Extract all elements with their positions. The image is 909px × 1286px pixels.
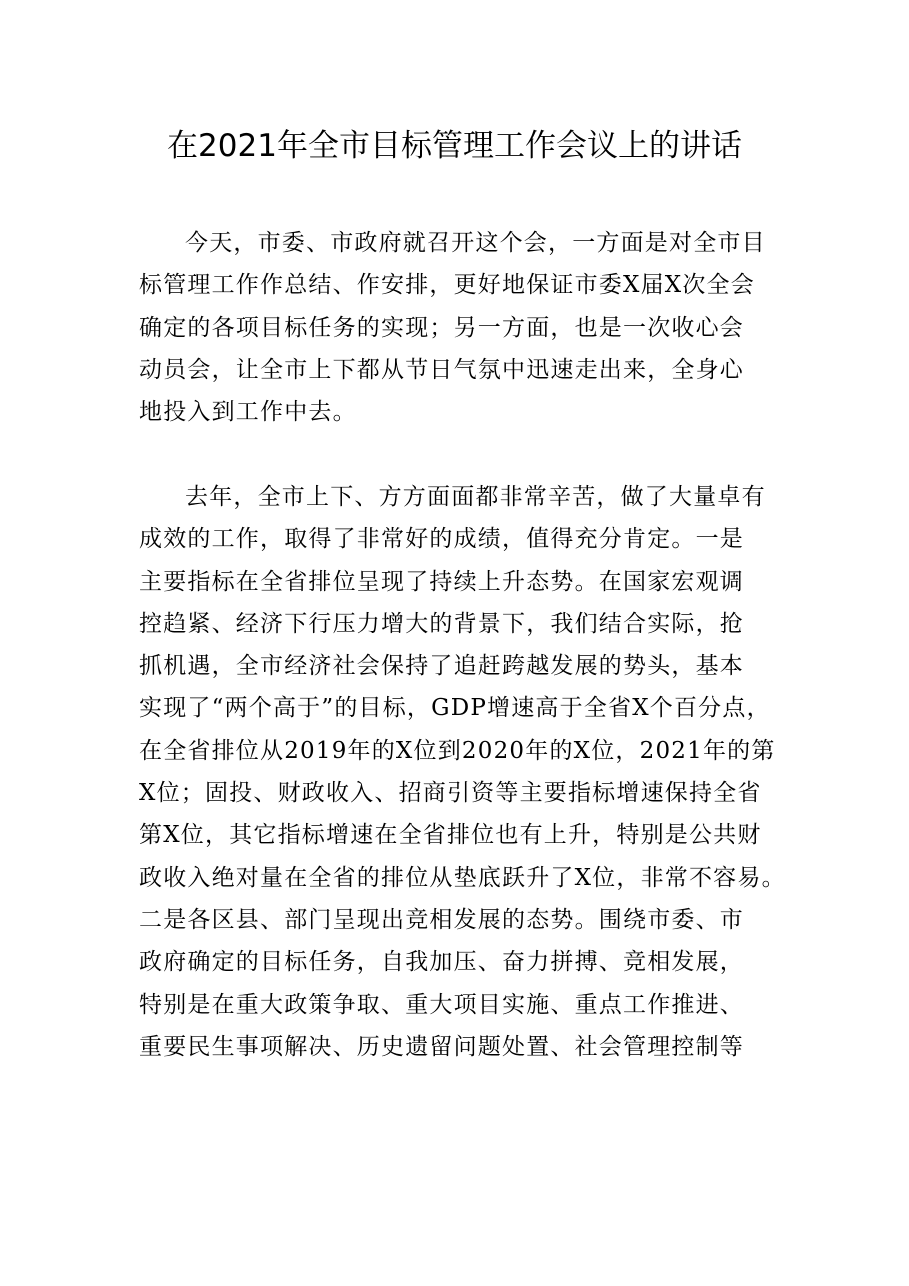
text-line: 抓机遇，全市经济社会保持了追赶跨越发展的势头，基本	[139, 653, 744, 680]
text-line: X位；固投、财政收入、招商引资等主要指标增速保持全省	[139, 780, 762, 807]
text-line: 主要指标在全省排位呈现了持续上升态势。在国家宏观调	[139, 568, 744, 595]
text-line: 成效的工作，取得了非常好的成绩，值得充分肯定。一是	[139, 526, 744, 553]
text-line: 地投入到工作中去。	[139, 399, 357, 426]
text-line: 控趋紧、经济下行压力增大的背景下，我们结合实际，抢	[139, 610, 744, 637]
document-title: 在2021年全市目标管理工作会议上的讲话	[167, 128, 742, 164]
text-line: 第X位，其它指标增速在全省排位也有上升，特别是公共财	[139, 822, 762, 849]
text-line: 去年，全市上下、方方面面都非常辛苦，做了大量卓有	[185, 484, 766, 510]
text-line: 实现了“两个高于”的目标，GDP增速高于全省X个百分点，	[139, 695, 771, 722]
text-line: 动员会，让全市上下都从节日气氛中迅速走出来，全身心	[139, 356, 744, 383]
text-line: 在全省排位从2019年的X位到2020年的X位，2021年的第	[139, 737, 776, 764]
text-line: 二是各区县、部门呈现出竞相发展的态势。围绕市委、市	[139, 906, 744, 933]
paragraph-2	[139, 476, 786, 1068]
text-line: 确定的各项目标任务的实现；另一方面，也是一次收心会	[139, 314, 744, 341]
text-line: 政收入绝对量在全省的排位从垫底跃升了X位，非常不容易。	[139, 864, 786, 891]
paragraph-1	[139, 222, 773, 433]
text-line: 特别是在重大政策争取、重大项目实施、重点工作推进、	[139, 991, 744, 1018]
text-line: 政府确定的目标任务，自我加压、奋力拼搏、竞相发展，	[139, 949, 744, 976]
text-line: 重要民生事项解决、历史遗留问题处置、社会管理控制等	[139, 1033, 744, 1060]
text-line: 标管理工作作总结、作安排，更好地保证市委X届X次全会	[139, 272, 755, 299]
text-line: 今天，市委、市政府就召开这个会，一方面是对全市目	[185, 230, 766, 256]
